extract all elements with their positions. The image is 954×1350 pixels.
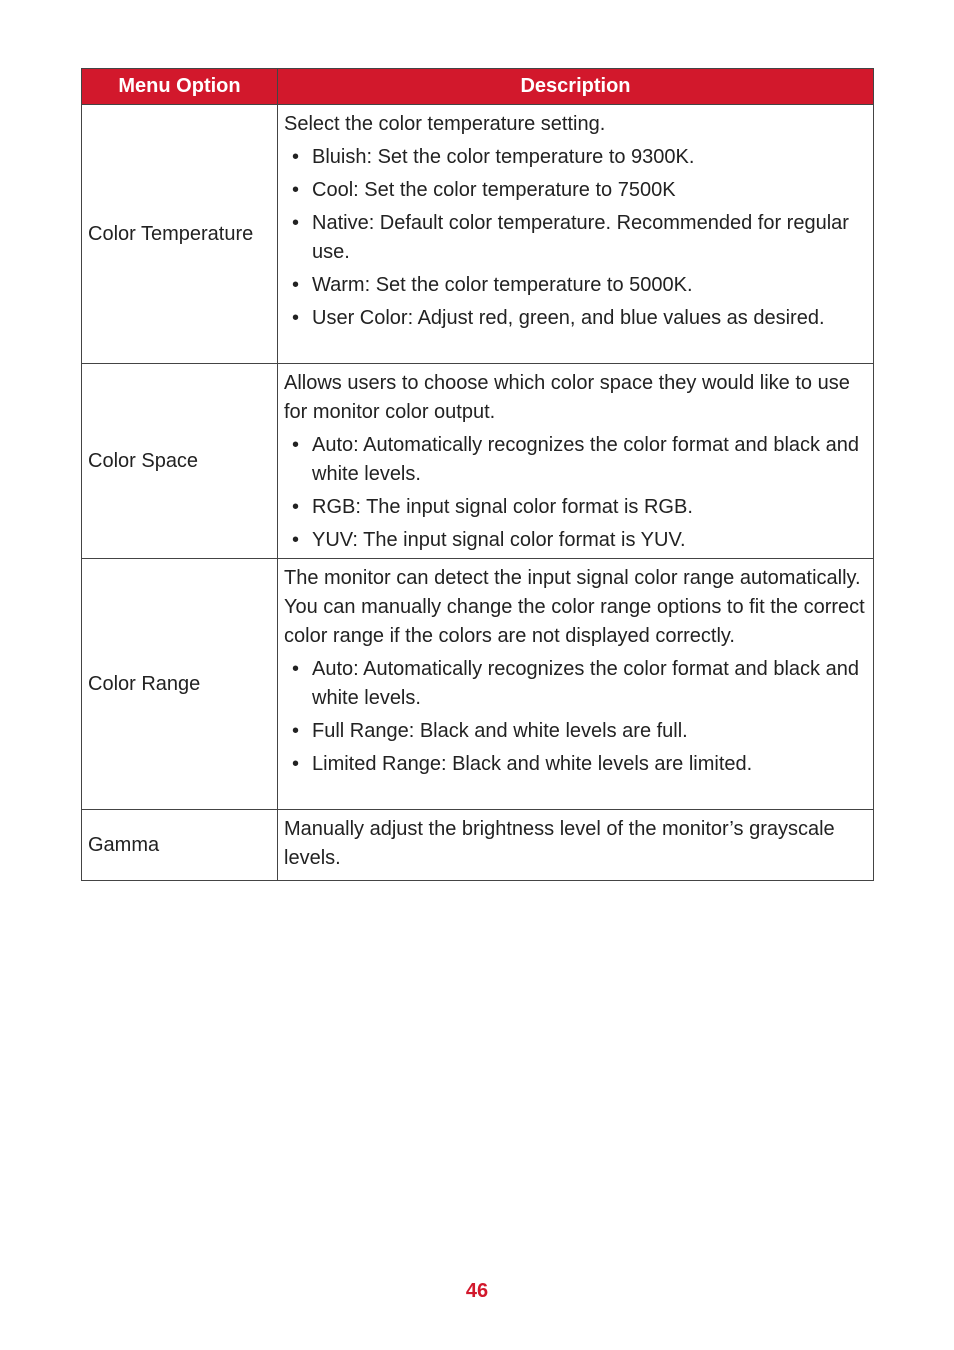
bullet-icon: • bbox=[292, 720, 300, 742]
bullet-item bbox=[284, 526, 867, 555]
bullet-icon: • bbox=[292, 753, 300, 775]
bullet-icon: • bbox=[292, 529, 300, 551]
bullet-text: Native: Default color temperature. Recommended for regular use. bbox=[312, 212, 849, 263]
table-row bbox=[82, 559, 874, 810]
description-cell bbox=[278, 105, 874, 364]
description-cell bbox=[278, 364, 874, 559]
bullet-list bbox=[284, 655, 867, 779]
menu-options-table bbox=[81, 68, 874, 881]
description-cell bbox=[278, 559, 874, 810]
bullet-text: Auto: Automatically recognizes the color format and black and white levels. bbox=[312, 434, 859, 485]
header-menu-option: Menu Option bbox=[82, 69, 278, 105]
bullet-text: Warm: Set the color temperature to 5000K. bbox=[312, 274, 693, 296]
bullet-item bbox=[284, 655, 867, 713]
bullet-text: Bluish: Set the color temperature to 9300K. bbox=[312, 146, 695, 168]
bullet-item bbox=[284, 209, 867, 267]
bullet-text: Cool: Set the color temperature to 7500K bbox=[312, 179, 676, 201]
bullet-text: Limited Range: Black and white levels are limited. bbox=[312, 753, 753, 775]
bullet-item bbox=[284, 304, 867, 333]
bullet-item bbox=[284, 750, 867, 779]
bullet-icon: • bbox=[292, 496, 300, 518]
bullet-list bbox=[284, 143, 867, 333]
bullet-icon: • bbox=[292, 658, 300, 680]
page-number: 46 bbox=[465, 1280, 489, 1302]
bullet-icon: • bbox=[292, 146, 300, 168]
bullet-item bbox=[284, 271, 867, 300]
option-color-range: Color Range bbox=[82, 559, 278, 810]
description-intro: Manually adjust the brightness level of the monitor’s grayscale levels. bbox=[284, 818, 835, 869]
table-row bbox=[82, 364, 874, 559]
bullet-item bbox=[284, 176, 867, 205]
bullet-item bbox=[284, 143, 867, 172]
table-row bbox=[82, 810, 874, 881]
bullet-icon: • bbox=[292, 274, 300, 296]
bullet-text: YUV: The input signal color format is YUV. bbox=[312, 529, 686, 551]
option-color-space: Color Space bbox=[82, 364, 278, 559]
bullet-icon: • bbox=[292, 212, 300, 234]
bullet-text: RGB: The input signal color format is RGB. bbox=[312, 496, 693, 518]
bullet-text: Auto: Automatically recognizes the color format and black and white levels. bbox=[312, 658, 859, 709]
option-gamma: Gamma bbox=[82, 810, 278, 881]
bullet-item bbox=[284, 717, 867, 746]
bullet-text: User Color: Adjust red, green, and blue values as desired. bbox=[312, 307, 825, 329]
description-intro: Select the color temperature setting. bbox=[284, 113, 606, 135]
bullet-text: Full Range: Black and white levels are full. bbox=[312, 720, 688, 742]
table-row bbox=[82, 105, 874, 364]
bullet-item bbox=[284, 431, 867, 489]
bullet-icon: • bbox=[292, 179, 300, 201]
description-intro: The monitor can detect the input signal color range automatically. You can manually change the color range options to fit the correct color range if the colors are not displayed correctly. bbox=[284, 567, 865, 647]
bullet-item bbox=[284, 493, 867, 522]
bullet-list bbox=[284, 431, 867, 555]
bullet-icon: • bbox=[292, 307, 300, 329]
bullet-icon: • bbox=[292, 434, 300, 456]
description-intro: Allows users to choose which color space they would like to use for monitor color output. bbox=[284, 372, 850, 423]
option-color-temperature: Color Temperature bbox=[82, 105, 278, 364]
description-cell bbox=[278, 810, 874, 881]
header-description: Description bbox=[278, 69, 874, 105]
table-header-row bbox=[82, 69, 874, 105]
